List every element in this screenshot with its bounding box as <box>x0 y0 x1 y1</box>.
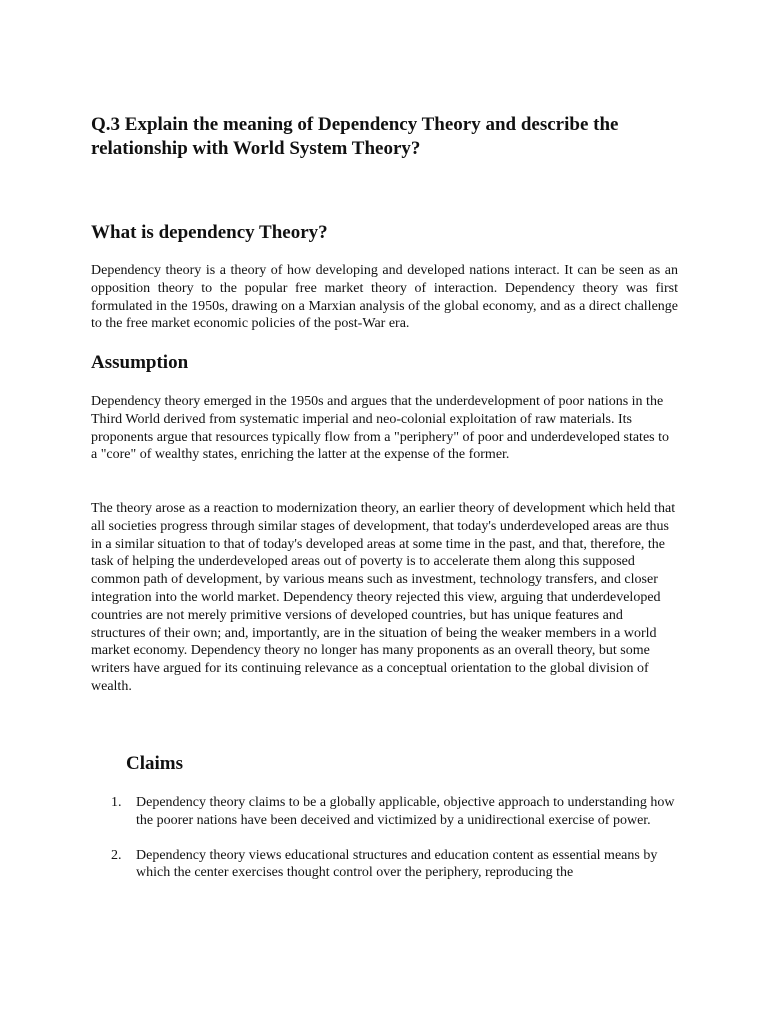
list-item-text: Dependency theory claims to be a globally applicable, objective approach to understanding how the poorer nations have been deceived and victimized by a unidirectional exercise of power. <box>136 795 675 828</box>
question-heading: Q.3 Explain the meaning of Dependency Theory and describe the relationship with World System Theory? <box>91 114 619 159</box>
list-item-number: 2. <box>111 847 122 863</box>
paragraph-assumption-2: The theory arose as a reaction to modernization theory, an earlier theory of development which held that all societies progress through similar stages of development, that today's underdeveloped areas are thus in a similar situation to that of today's developed areas at some time in the past, and that, therefore, the task of helping the underdeveloped areas out of poverty is to accelerate them along this supposed common path of development, by various means such as investment, technology transfers, and closer integration into the world market. Dependency theory rejected this view, arguing that underdeveloped countries are not merely primitive versions of developed countries, but has unique features and structures of their own; and, importantly, are in the situation of being the weaker members in a world market economy. Dependency theory no longer has many proponents as an overall theory, but some writers have argued for its continuing relevance as a conceptual orientation to the global division of wealth. <box>91 501 676 694</box>
paragraph-definition: Dependency theory is a theory of how developing and developed nations interact. It can be seen as an opposition theory to the popular free market theory of interaction. Dependency theory was first formulated in the 1950s, drawing on a Marxian analysis of the global economy, and as a direct challenge to the free market economic policies of the post-War era. <box>91 263 678 332</box>
list-item <box>91 847 681 883</box>
section-heading-claims: Claims <box>126 753 183 774</box>
section-heading-assumption: Assumption <box>91 352 189 373</box>
list-item-number: 1. <box>111 795 122 810</box>
list-item <box>91 794 681 830</box>
section-heading-what-is-dependency: What is dependency Theory? <box>91 222 328 243</box>
paragraph-assumption-1: Dependency theory emerged in the 1950s and argues that the underdevelopment of poor nations in the Third World derived from systematic imperial and neo-colonial exploitation of raw materials. Its proponents argue that resources typically flow from a "periphery" of poor and underdeveloped states to a "core" of wealthy states, enriching the latter at the expense of the former. <box>91 394 669 463</box>
list-item-text: Dependency theory views educational structures and education content as essential means by which the center exercises thought control over the periphery, reproducing the <box>136 847 658 881</box>
claims-list <box>91 794 681 899</box>
